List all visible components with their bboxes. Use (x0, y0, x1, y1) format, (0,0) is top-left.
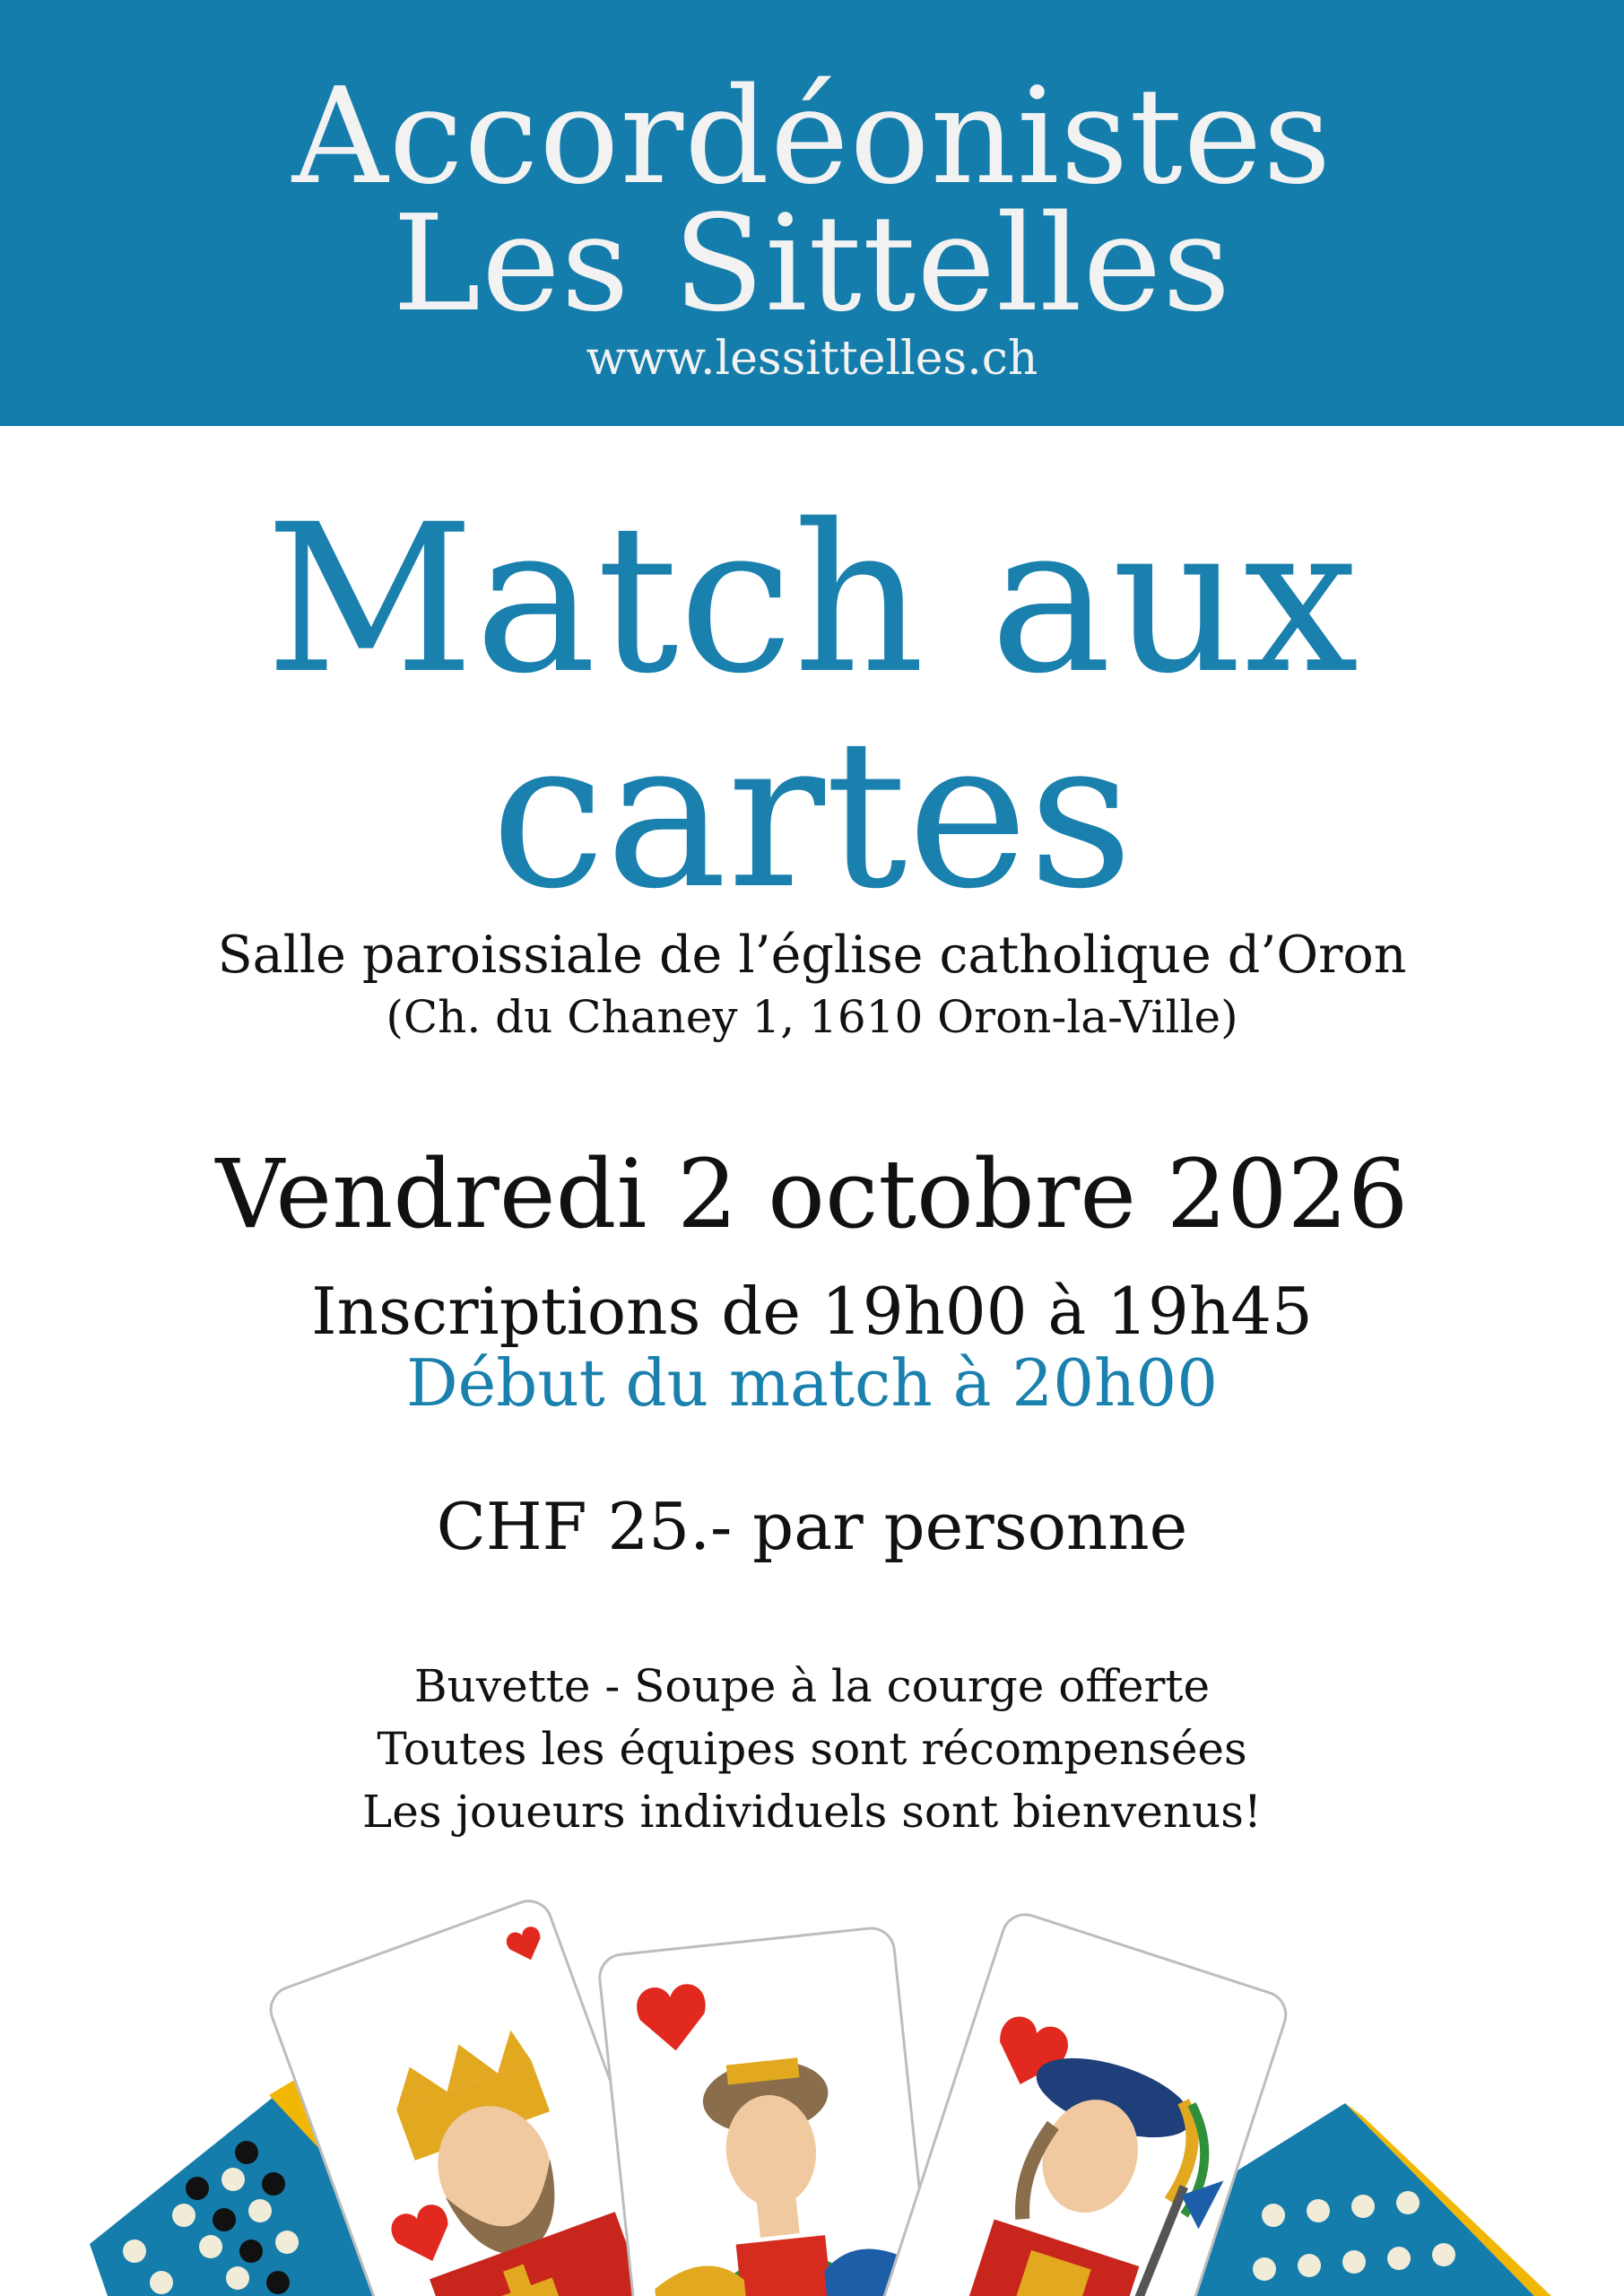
start-time: Début du match à 20h00 (405, 1345, 1219, 1421)
event-date: Vendredi 2 octobre 2026 (215, 1139, 1409, 1249)
extra-item: Buvette - Soupe à la courge offerte (413, 1660, 1211, 1712)
extra-item: Toutes les équipes sont récompensées (377, 1723, 1247, 1775)
org-name-line1: Accordéonistes (291, 59, 1333, 213)
registration-time: Inscriptions de 19h00 à 19h45 (311, 1274, 1313, 1349)
cards-and-accordions-illustration (0, 1866, 1624, 2296)
event-title-line2: cartes (491, 695, 1133, 934)
address: (Ch. du Chaney 1, 1610 Oron-la-Ville) (386, 991, 1238, 1043)
org-name-line2: Les Sittelles (392, 187, 1232, 341)
header-banner (0, 0, 1624, 426)
extra-item: Les joueurs individuels sont bienvenus! (362, 1786, 1262, 1838)
queen-card-icon (597, 1926, 941, 2296)
website-link[interactable]: www.lessittelles.ch (586, 332, 1038, 386)
venue: Salle paroissiale de l’église catholique d’Oron (217, 926, 1407, 985)
price: CHF 25.- par personne (436, 1489, 1188, 1564)
extras-list (0, 1655, 1624, 1843)
event-title-line1: Match aux (265, 480, 1359, 718)
